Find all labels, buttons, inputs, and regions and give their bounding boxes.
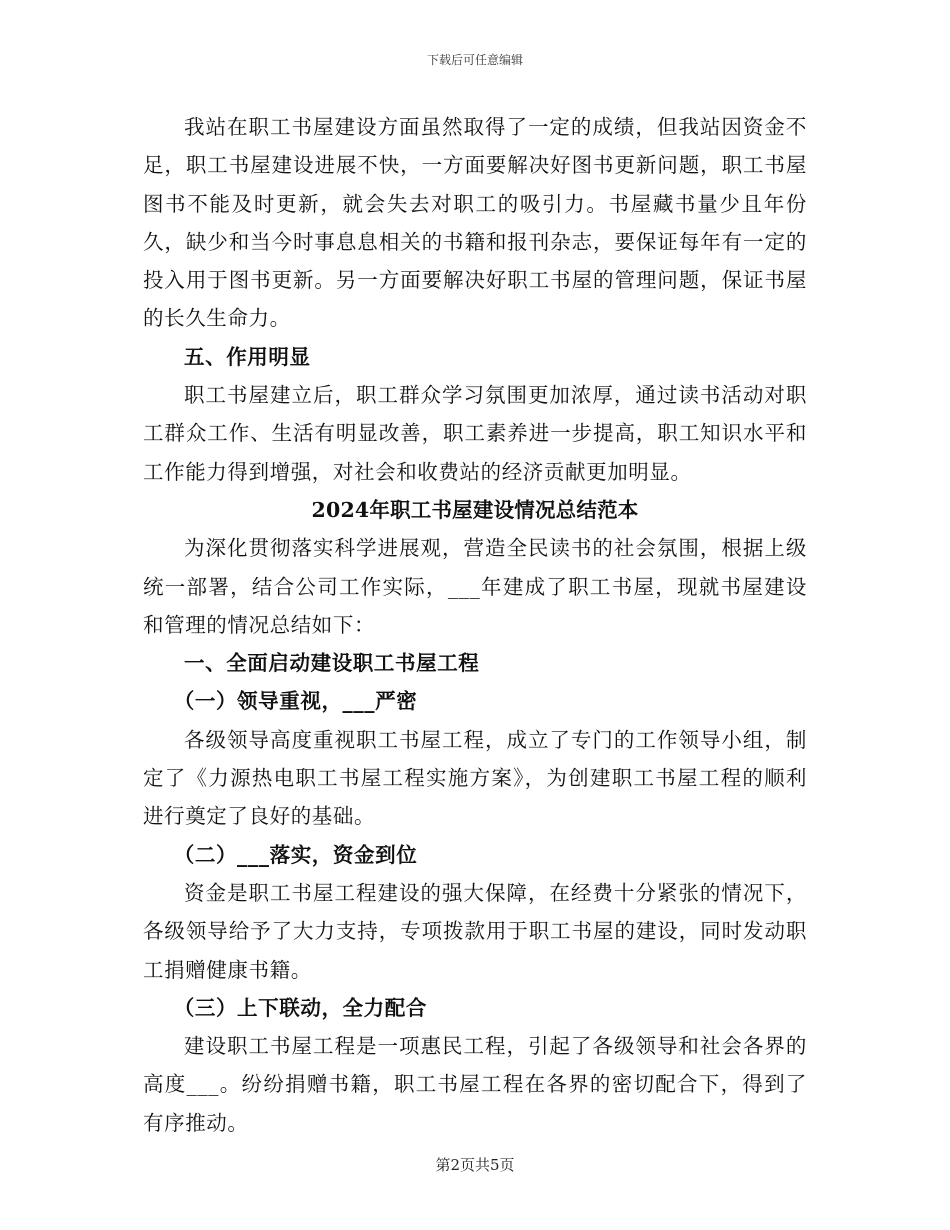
subheading-leadership: （一）领导重视，___严密 xyxy=(173,689,418,714)
paragraph-funding: 资金是职工书屋工程建设的强大保障，在经费十分紧张的情况下，各级领导给予了大力支持，专项拨款用于职工书屋的建设，同时发动职工捐赠健康书籍。 xyxy=(143,880,807,982)
page-header: 下载后可任意编辑 xyxy=(426,53,523,67)
subheading-cooperation: （三）上下联动，全力配合 xyxy=(173,995,427,1020)
document-title: 2024年职工书屋建设情况总结范本 xyxy=(311,497,639,522)
paragraph-cooperation: 建设职工书屋工程是一项惠民工程，引起了各级领导和社会各界的高度___。纷纷捐赠书籍，职工书屋工程在各界的密切配合下，得到了有序推动。 xyxy=(143,1034,807,1135)
paragraph-leadership: 各级领导高度重视职工书屋工程，成立了专门的工作领导小组，制定了《力源热电职工书屋工程实施方案》，为创建职工书屋工程的顺利进行奠定了良好的基础。 xyxy=(143,727,807,829)
paragraph-funding-issue: 我站在职工书屋建设方面虽然取得了一定的成绩，但我站因资金不足，职工书屋建设进展不快，一方面要解决好图书更新问题，职工书屋图书不能及时更新，就会失去对职工的吸引力。书屋藏书量少且年份久，缺少和当今时事息息相关的书籍和报刊杂志，要保证每年有一定的投入用于图书更新。另一方面要解决好职工书屋的管理问题，保证书屋的长久生命力。 xyxy=(143,115,807,331)
document-body xyxy=(143,108,807,1142)
heading-section-five: 五、作用明显 xyxy=(184,344,311,369)
subheading-funding: （二）___落实，资金到位 xyxy=(173,842,418,867)
page-number: 第2页共5页 xyxy=(435,1156,515,1174)
paragraph-intro: 为深化贯彻落实科学进展观，营造全民读书的社会氛围，根据上级统一部署，结合公司工作实际，___年建成了职工书屋，现就书屋建设和管理的情况总结如下： xyxy=(143,536,807,637)
paragraph-effects: 职工书屋建立后，职工群众学习氛围更加浓厚，通过读书活动对职工群众工作、生活有明显改善，职工素养进一步提高，职工知识水平和工作能力得到增强，对社会和收费站的经济贡献更加明显。 xyxy=(143,383,807,484)
heading-section-one: 一、全面启动建设职工书屋工程 xyxy=(184,651,480,676)
